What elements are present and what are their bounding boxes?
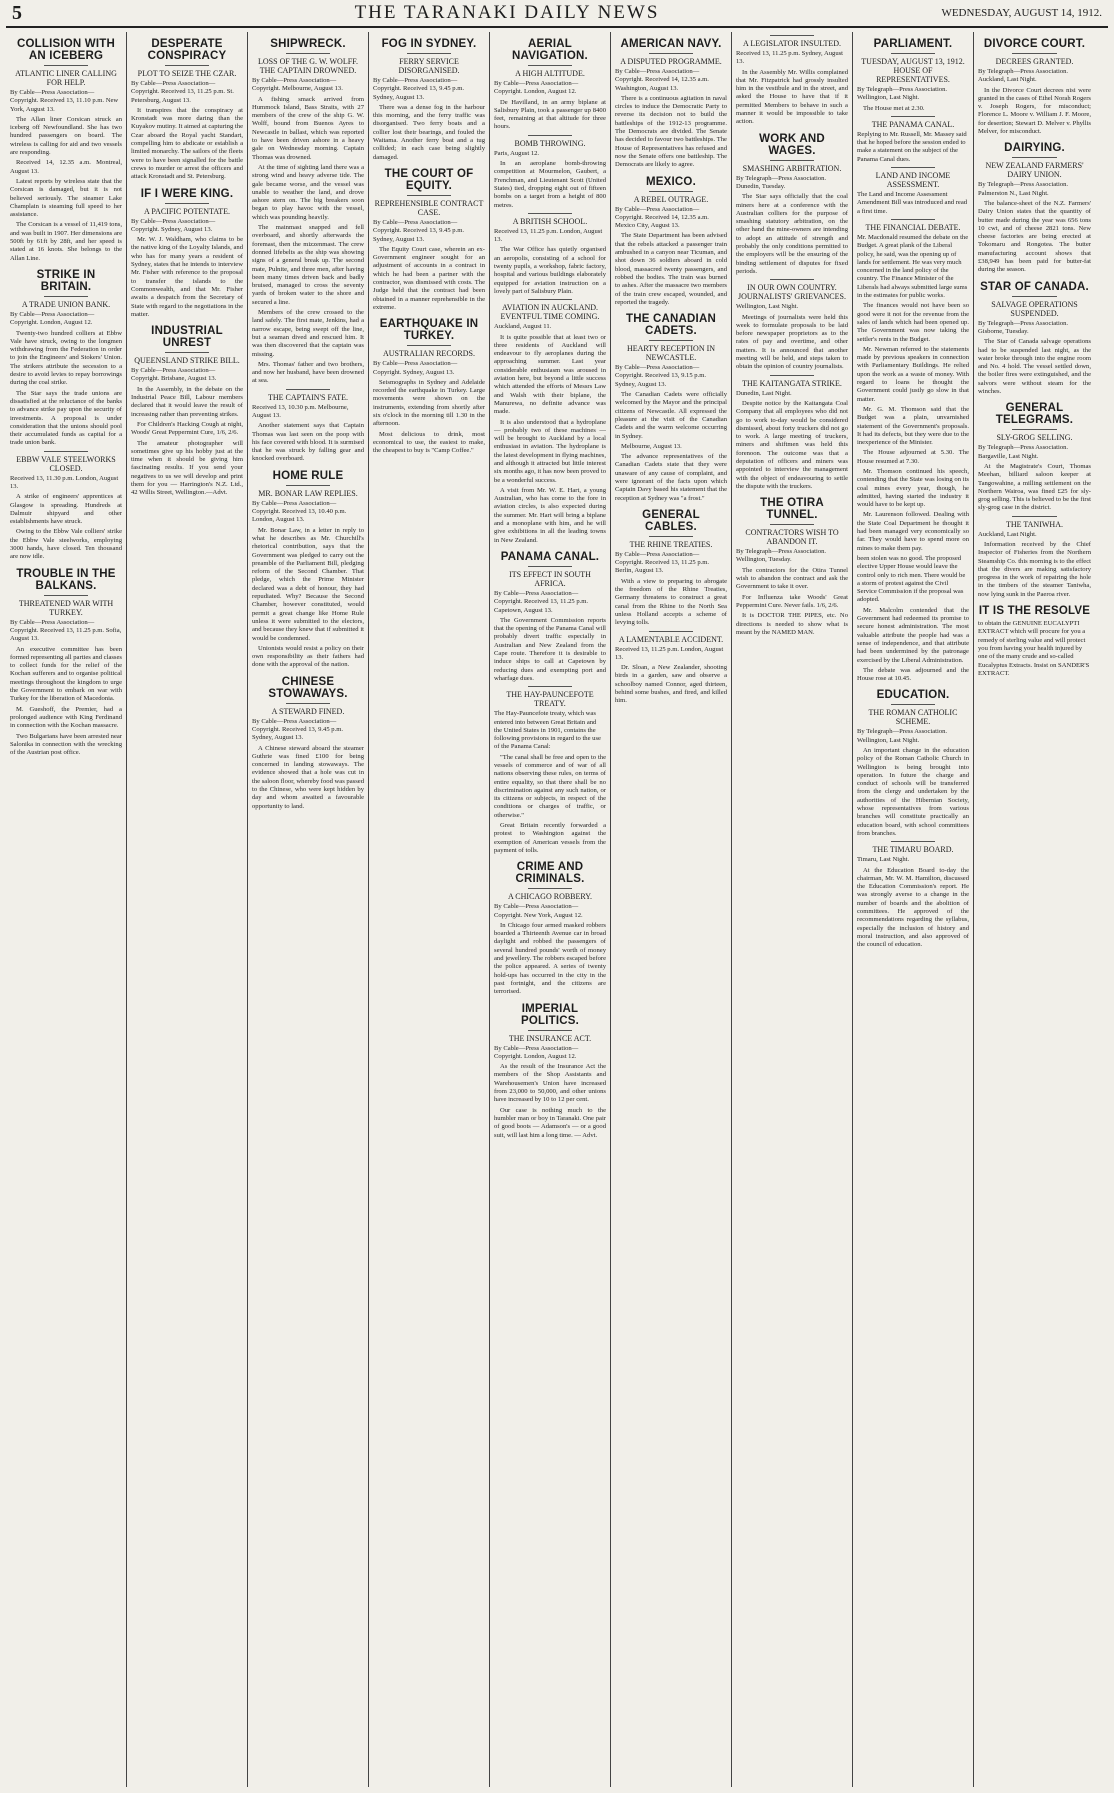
article bbox=[736, 497, 848, 637]
article-paragraph: The State Department has been advised that the rebels attacked a passenger train ambushed in a canyon near Ticuman, and shot down 36 soldiers aboard in cold blood, massacred twenty passengers, and robbed the bodies. The train was burned to ashes. After the massacre two members of the train crew escaped, wounded, and reported the tragedy. bbox=[615, 232, 727, 306]
article-headline: THE COURT OF EQUITY. bbox=[384, 167, 474, 192]
newspaper-column bbox=[490, 32, 611, 1787]
article-paragraph: With a view to preparing to abrogate the freedom of the Rhine Treaties, Germany threatens to construct a great canal from the Rhine to the North Sea unless Holland accepts a scheme of levying tolls. bbox=[615, 577, 727, 627]
article-paragraph: The contractors for the Otira Tunnel wish to abandon the contract and ask the Government to take it over. bbox=[736, 566, 848, 591]
article-paragraph: Mr. Laurenson followed. Dealing with the State Coal Department he thought it had been managed very economically so far. They would have to spend more on mines to make them pay. bbox=[857, 511, 969, 552]
article-subhead: THE TIMARU BOARD. bbox=[872, 845, 954, 855]
article-paragraph: For Influenza take Woods' Great Peppermint Cure. Never fails. 1/6, 2/6. bbox=[736, 593, 848, 609]
article-subhead: PLOT TO SEIZE THE CZAR. bbox=[137, 69, 237, 78]
article-paragraph: There is a continuous agitation in naval circles to induce the Democratic Party to reverse its decision not to build the battleships of the 1912-13 programme. The Democrats are divided. The Senate has decided to favour two battleships. The House of Representatives has refused and now the Senate offers one battleship. The Democrats are likely to agree. bbox=[615, 94, 727, 169]
article-subhead: AUSTRALIAN RECORDS. bbox=[382, 349, 475, 359]
article-paragraph: By Cable—Press Association—Copyright. London, August 12. bbox=[494, 80, 579, 96]
article-paragraph: The Corsican is a vessel of 11,419 tons, and was built in 1907. Her dimensions are 500ft by 61ft by 28ft, and her speed is stated at 16 knots. She belongs to the Allan Line. bbox=[10, 221, 122, 262]
divider bbox=[891, 167, 936, 168]
article-headline: CHINESE STOWAWAYS. bbox=[268, 675, 348, 700]
page-number: 5 bbox=[12, 1, 22, 24]
article bbox=[494, 1003, 606, 1140]
divider bbox=[528, 1030, 573, 1031]
article-headline: COLLISION WITH AN ICEBERG bbox=[17, 38, 115, 62]
article-paragraph: By Telegraph—Press Association. Dunedin, Tuesday. bbox=[736, 174, 827, 190]
article-paragraph: By Cable—Press Association—Copyright. Received 13, 10.40 p.m. London, August 13. bbox=[252, 499, 347, 524]
article bbox=[252, 389, 364, 464]
article bbox=[978, 142, 1091, 274]
article-headline: STRIKE IN BRITAIN. bbox=[36, 268, 96, 293]
newspaper-title: THE TARANAKI DAILY NEWS bbox=[354, 2, 660, 23]
article bbox=[373, 318, 485, 455]
article-paragraph: Received 13, 11.30 p.m. London, August 13. bbox=[10, 474, 119, 490]
article-paragraph: A visit from Mr. W. E. Hart, a young Australian, who has come to the fore in aviation circles, is also expected during the summer. Mr. Hart will bring a biplane and a monoplane with him, and he will give exhibitions in all the leading towns in New Zealand. bbox=[494, 486, 606, 544]
article-subhead: FERRY SERVICE DISORGANISED. bbox=[398, 57, 460, 75]
article bbox=[373, 38, 485, 162]
divider bbox=[1012, 53, 1057, 54]
article-subhead: THE ROMAN CATHOLIC SCHEME. bbox=[868, 708, 958, 727]
article-paragraph: Melbourne, August 13. bbox=[621, 442, 682, 450]
article-subhead: ITS EFFECT IN SOUTH AFRICA. bbox=[509, 569, 591, 588]
article-paragraph: Mr. G. M. Thomson said that the Budget was a plain, unvarnished statement of the Government's proposals. It had its defects, but they were due to the inexperience of the Minister. bbox=[857, 405, 969, 447]
article-paragraph: By Cable—Press Association—Copyright. Received 13, 9.45 p.m. Sydney, August 13. bbox=[373, 218, 465, 243]
newspaper-column bbox=[248, 32, 369, 1787]
article-headline: CRIME AND CRIMINALS. bbox=[515, 861, 585, 886]
article-paragraph: Mr. W. J. Waldham, who claims to be the native king of the Loyalty Islands, and who has for many years a resident of Sydney, states that he intends to interview Mr. Fisher with reference to the proposal to transfer the islands to the Commonwealth, and that Mr. Fisher awaits a despatch from the Secretary of State with regard to the negotiations in the matter. bbox=[131, 236, 243, 318]
article bbox=[131, 188, 243, 320]
article bbox=[494, 299, 606, 545]
article-headline: EARTHQUAKE IN TURKEY. bbox=[379, 318, 479, 343]
article-paragraph: Two Bulgarians have been arrested near Salonika in connection with the wrecking of the Austrian post office. bbox=[10, 732, 122, 757]
article-headline: DAIRYING. bbox=[1004, 142, 1065, 155]
article-paragraph: Owing to the Ebbw Vale colliers' strike the Ebbw Vale steelworks, employing 3000 hands, have closed. Ten thousand are now idle. bbox=[10, 528, 122, 561]
article-paragraph: It is also understood that a hydroplane — probably two of these machines — will be brought to Auckland by a local enthusiast in aviation. The hydroplane is the latest development in flying machines, and although it attracted but little interest six months ago, it has now been proved to be a wonderful success. bbox=[494, 418, 606, 484]
article bbox=[978, 605, 1091, 678]
article-paragraph: Received 13, 11.25 p.m. London, August 13. bbox=[615, 645, 724, 661]
newspaper-column bbox=[611, 32, 732, 1787]
article-paragraph: M. Gueshoff, the Premier, had a prolonged audience with King Ferdinand in connection with the Kochan massacre. bbox=[10, 705, 122, 730]
article-headline: TROUBLE IN THE BALKANS. bbox=[16, 567, 116, 592]
divider bbox=[891, 116, 936, 117]
article bbox=[252, 676, 364, 811]
divider bbox=[649, 53, 694, 54]
divider bbox=[1012, 157, 1057, 158]
article-paragraph: A Chinese steward aboard the steamer Guthrie was fined £100 for being concerned in landing stowaways. The evidence showed that a hole was cut in the saloon floor, whereby food was passed to the Chinese, who were kept hidden by day and whom awaited a favourable opportunity to land. bbox=[252, 744, 364, 810]
article-headline: STAR OF CANADA. bbox=[980, 280, 1089, 293]
article-paragraph: The Equity Court case, wherein an ex-Government engineer sought for an adjustment of accounts in a contract in which he had been a partner with the contractor, was dismissed with costs. The Judge held that the contract had been obtained in a manner reprehensible in the extreme. bbox=[373, 245, 485, 311]
article-paragraph: The House adjourned at 5.30. The House resumed at 7.30. bbox=[857, 449, 969, 465]
article-subhead: A STEWARD FINED. bbox=[271, 706, 345, 716]
article bbox=[857, 219, 969, 553]
divider bbox=[286, 703, 331, 704]
article-paragraph: By Cable—Press Association—Copyright. Received 13, 11.25 p.m. Berlin, August 13. bbox=[615, 550, 710, 575]
article-paragraph: By Telegraph—Press Association. Wellington, Last Night. bbox=[857, 86, 948, 102]
article-paragraph: The Star of Canada salvage operations had to be suspended last night, as the water broke through into the engine room and No. 4 hold. The vessel settled down, the boiler fires were extinguished, and the salvors were without steam for the winches. bbox=[978, 338, 1091, 396]
article-headline: GENERAL TELEGRAMS. bbox=[995, 402, 1074, 427]
article-headline: IMPERIAL POLITICS. bbox=[520, 1002, 580, 1027]
article-subhead: A LEGISLATOR INSULTED. bbox=[742, 39, 841, 48]
article-paragraph: Unionists would resist a policy on their own responsibility as their fathers had done with the approval of the nation. bbox=[252, 644, 364, 669]
article-paragraph: In the Divorce Court decrees nisi were granted in the cases of Ethel Norah Rogers v. Joseph Rogers, for misconduct; Florence L. Moore v. William J. F. Moore, for desertion; Stewart D. Melver v. Phyllis Melver, for misconduct. bbox=[978, 86, 1091, 136]
article-paragraph: Mrs. Thomas' father and two brothers, and now her husband, have been drowned at sea. bbox=[252, 360, 364, 385]
article-subhead: THE KAITANGATA STRIKE. bbox=[742, 378, 842, 388]
divider bbox=[891, 841, 936, 842]
article-subhead: THE PANAMA CANAL. bbox=[871, 119, 955, 129]
article-subhead: A REBEL OUTRAGE. bbox=[633, 194, 709, 204]
article-subhead: A BRITISH SCHOOL. bbox=[512, 216, 588, 226]
article-paragraph: For Children's Hacking Cough at night, Woods' Great Peppermint Cure, 1/6, 2/6. bbox=[131, 420, 243, 437]
article-headline: HOME RULE bbox=[272, 469, 344, 482]
divider bbox=[770, 160, 815, 161]
article-paragraph: Wellington, Last Night. bbox=[736, 303, 799, 311]
divider bbox=[407, 345, 452, 346]
article-paragraph: to obtain the GENUINE EUCALYPTI EXTRACT which will procure for you a remedy of sterling value and will protect you from having your health injured by one of the many crude and so-called Eucalyptus Extracts. Insist on SANDER'S EXTRACT. bbox=[978, 620, 1090, 677]
divider bbox=[891, 53, 936, 54]
article-subhead: BOMB THROWING. bbox=[514, 138, 586, 148]
article-paragraph: Received 13, 11.25 p.m. London, August 13. bbox=[494, 227, 603, 244]
article-subhead: A LAMENTABLE ACCIDENT. bbox=[618, 634, 724, 644]
newspaper-column bbox=[127, 32, 248, 1787]
article-paragraph: The House met at 2.30. bbox=[863, 104, 925, 112]
divider bbox=[1012, 516, 1057, 517]
article-paragraph: Seismographs in Sydney and Adelaide recorded the earthquake in Turkey. Large movements were shown on the instruments, extending from shortly after six o'clock in the morning till 1.30 in the afternoon. bbox=[373, 378, 485, 428]
divider bbox=[649, 340, 694, 341]
article bbox=[978, 516, 1091, 599]
article-paragraph: At the time of sighting land there was a strong wind and heavy adverse tide. The gale became worse, and the vessel was unable to weather the land, and drove ashore stern on. The big breakers soon began to play havoc with the vessel, which was pounding heavily. bbox=[252, 163, 364, 221]
article-paragraph: The finances would not have been so good were it not for the revenue from the sales of lands which had been opened up. The Government was now taking the settler's rents in the Budget. bbox=[857, 302, 969, 343]
divider bbox=[528, 135, 573, 136]
article-headline: IT IS THE RESOLVE bbox=[978, 605, 1091, 618]
article bbox=[736, 375, 848, 492]
article-paragraph: Dr. Sloan, a New Zealander, shooting birds in a garden, saw and observe a schoolboy named Connor, aged thirteen, behind some bushes, and fired, and killed him. bbox=[615, 664, 727, 705]
article-headline: DIVORCE COURT. bbox=[983, 38, 1086, 50]
divider bbox=[1012, 429, 1057, 430]
article-paragraph: Another statement says that Captain Thomas was last seen on the poop with his face covered with blood. It is surmised that he was struck by falling gear and knocked overboard. bbox=[252, 422, 364, 463]
article-paragraph: By Cable—Press Association—Copyright. Received 14, 12.35 a.m. Washington, August 13. bbox=[615, 68, 709, 92]
article-paragraph: By Cable—Press Association—Copyright. Sydney, August 13. bbox=[373, 360, 458, 376]
article bbox=[857, 555, 969, 683]
article-paragraph: Most delicious to drink, most economical to use, the easiest to make, the cheapest to buy is "Camp Coffee." bbox=[373, 430, 485, 455]
article-paragraph: been stolen was no good. The proposed elective Upper House would leave the control only to rich men. There would be a storm of protest against the Civil Service Commission if the proposal was adopted. bbox=[857, 554, 966, 604]
newspaper-column bbox=[369, 32, 490, 1787]
article-headline: SHIPWRECK. bbox=[270, 38, 346, 50]
article-paragraph: By Cable—Press Association—Copyright. Received 13, 9.45 p.m. Sydney, August 13. bbox=[252, 717, 344, 742]
article-subhead: A PACIFIC POTENTATE. bbox=[144, 206, 230, 216]
divider bbox=[649, 631, 694, 632]
article-subhead: THE FINANCIAL DEBATE. bbox=[865, 222, 961, 232]
article-subhead: AVIATION IN AUCKLAND. EVENTFUL TIME COMING. bbox=[500, 303, 600, 322]
article-paragraph: By Telegraph—Press Association. Auckland, Last Night. bbox=[978, 68, 1069, 84]
column-container bbox=[6, 32, 1108, 1787]
article-paragraph: The Star says the trade unions are dissatisfied at the reluctance of the banks to advance strike pay upon the security of investments. A proposal is under consideration that the unions should pool their accumulated funds as capital for a trade union bank. bbox=[10, 389, 122, 447]
article-paragraph: In an aeroplane bomb-throwing competition at Mourmelon, Gaubert, a Frenchman, and Lieutenant Scott (United States) tied, dropping eight out of fifteen bombs on a target from a height of 800 metres. bbox=[494, 160, 606, 209]
article-subhead: A HIGH ALTITUDE. bbox=[515, 69, 585, 78]
divider bbox=[528, 686, 573, 687]
article-subhead: THE CAPTAIN'S FATE. bbox=[268, 392, 348, 402]
article-paragraph: A strike of engineers' apprentices at Glasgow is spreading. Hundreds at Dalmuir shipyard and other establishments have struck. bbox=[10, 493, 122, 526]
article bbox=[10, 38, 122, 263]
article bbox=[736, 279, 848, 371]
article-paragraph: Our case is nothing much to the humbler man or boy in Taranaki. One pair of good boots — Adamson's — or a good suit, will last him a long time. — Advt. bbox=[494, 1106, 606, 1139]
article-paragraph: An important change in the education policy of the Roman Catholic Church in Wellington is being brought into operation. In future the charge and conduct of schools will be transferred from the clergy and undertaken by the authorities of the Hibernian Society, whose representatives from various branches will constitute practically an education board, with school committees from branches. bbox=[857, 747, 969, 837]
article bbox=[978, 38, 1091, 136]
article bbox=[131, 38, 243, 182]
divider bbox=[528, 213, 573, 214]
article-subhead: IN OUR OWN COUNTRY. JOURNALISTS' GRIEVANCES. bbox=[738, 283, 846, 302]
article-headline: THE CANADIAN CADETS. bbox=[626, 313, 716, 338]
article-headline: GENERAL CABLES. bbox=[642, 508, 700, 533]
article-paragraph: In the Assembly, in the debate on the Industrial Peace Bill, Labour members declared that it would leave the result of increasing rather than preventing strikes. bbox=[131, 385, 243, 418]
article bbox=[494, 861, 606, 996]
divider bbox=[528, 65, 573, 66]
article bbox=[736, 35, 848, 127]
newspaper-column bbox=[6, 32, 127, 1787]
article-headline: AMERICAN NAVY. bbox=[620, 38, 722, 50]
article-subhead: TUESDAY, AUGUST 13, 1912. HOUSE OF REPRESENTATIVES. bbox=[861, 57, 965, 84]
divider bbox=[286, 53, 331, 54]
article-paragraph: Information received by the Chief Inspector of Fisheries from the Northern Steamship Co. this morning is to the effect that the divers are making satisfactory progress in the work of repairing the hole in the timbers of the steamer Taniwha, now lying sunk in the Paeroa river. bbox=[978, 540, 1091, 598]
divider bbox=[44, 296, 89, 297]
article-paragraph: Mr. Malcolm contended that the Government had redeemed its promise to secure honest administration. The most valuable attribute the people had was a sense of independence, and that attribute had been undermined by the patronage exercised by the Liberal Administration. bbox=[857, 606, 969, 664]
article-subhead: A DISPUTED PROGRAMME. bbox=[620, 57, 722, 66]
article-paragraph: By Telegraph—Press Association. Bargaville, Last Night. bbox=[978, 444, 1069, 460]
article-headline: DESPERATE CONSPIRACY bbox=[147, 38, 227, 62]
divider bbox=[528, 299, 573, 300]
newspaper-column bbox=[853, 32, 974, 1787]
article-subhead: DECREES GRANTED. bbox=[995, 57, 1074, 66]
divider bbox=[44, 595, 89, 596]
article bbox=[10, 269, 122, 448]
divider bbox=[1012, 296, 1057, 297]
article-subhead: SLY-GROG SELLING. bbox=[996, 433, 1073, 443]
article-subhead: SMASHING ARBITRATION. bbox=[742, 163, 842, 173]
article-paragraph: The balance-sheet of the N.Z. Farmers' Dairy Union states that the quantity of butter made during the year was 656 tons 10 cwt, and of cheese 2821 tons. New cheese factories are being erected at Tokomaru and Rongotea. The butter manufacturing account shows that £38,949 has been paid for butter-fat during the season. bbox=[978, 199, 1091, 274]
article-paragraph: An executive committee has been formed representing all parties and classes to collect funds for the relief of the Kochan sufferers and to organise political meetings throughout the kingdom to urge the Government to embark on war with Turkey for the liberation of Macedonia. bbox=[10, 645, 122, 703]
article bbox=[494, 686, 606, 855]
article bbox=[615, 509, 727, 628]
article-paragraph: "The canal shall be free and open to the vessels of commerce and of war of all nations observing these rules, on terms of entire equality, so that there shall be no discrimination against any such nation, or its citizens or subjects, in respect of the conditions or charges of traffic, or otherwise." bbox=[494, 753, 606, 819]
article-headline: EDUCATION. bbox=[876, 689, 950, 702]
article-paragraph: The Government Commission reports that the opening of the Panama Canal will probably divert traffic especially in Australian and New Zealand from the Cape route. Therefore it is desirable to induce ships to call at Capetown by reducing dues and exempting port and wharfage dues. bbox=[494, 616, 606, 682]
article-paragraph: By Cable—Press Association—Copyright. Received 13, 9.45 p.m. Sydney, August 13. bbox=[373, 77, 465, 101]
article-paragraph: By Telegraph—Press Association. Wellington, Tuesday. bbox=[736, 548, 827, 564]
article bbox=[978, 402, 1091, 512]
newspaper-column bbox=[732, 32, 853, 1787]
article-subhead: SALVAGE OPERATIONS SUSPENDED. bbox=[991, 299, 1078, 318]
article bbox=[494, 551, 606, 683]
article-paragraph: It is quite possible that at least two or three residents of Auckland will endeavour to fly aeroplanes during the approaching summer. Last year considerable enthusiasm was aroused in aviation here, but beyond a little success which attended the efforts of Messrs Law and Walsh with their biplane, the Manurewa, no definite advance was made. bbox=[494, 333, 606, 416]
article bbox=[857, 841, 969, 949]
article-paragraph: Timaru, Last Night. bbox=[857, 856, 910, 864]
article-paragraph: Meetings of journalists were held this week to formulate proposals to be laid before newspaper proprietors as to the rates of pay and overtime, and other matters. It is announced that another meeting will be held, and steps taken to obtain the opinion of country journalists. bbox=[736, 313, 848, 371]
article-paragraph: Latest reports by wireless state that the Corsican is damaged, but it is not believed seriously. The steamer Lake Champlain is steaming full speed to her assistance. bbox=[10, 177, 122, 219]
article-paragraph: By Cable—Press Association—Copyright. Received 13, 9.15 p.m. Sydney, August 13. bbox=[615, 364, 707, 388]
article-paragraph: By Cable—Press Association—Copyright. Received 13, 11.10 p.m. New York, August 13. bbox=[10, 89, 119, 113]
article-headline: FOG IN SYDNEY. bbox=[381, 38, 477, 50]
divider bbox=[44, 451, 89, 452]
article-headline: WORK AND WAGES. bbox=[759, 132, 825, 157]
article-subhead: REPREHENSIBLE CONTRACT CASE. bbox=[374, 198, 484, 217]
article bbox=[373, 168, 485, 312]
article-paragraph: By Cable—Press Association—Copyright. Melbourne, August 13. bbox=[252, 77, 343, 93]
divider bbox=[165, 203, 210, 204]
divider bbox=[891, 704, 936, 705]
article-subhead: MR. BONAR LAW REPLIES. bbox=[258, 488, 358, 498]
article-subhead: A TRADE UNION BANK. bbox=[21, 299, 111, 309]
article-paragraph: The Canadian Cadets were officially welcomed by the Mayor and the principal citizens of Newcastle. All expressed the pleasure at the visit of the Canadian Cadets and the warm welcome occurring in Sydney. bbox=[615, 391, 727, 440]
article-paragraph: By Cable—Press Association—Copyright. London, August 12. bbox=[494, 1044, 579, 1060]
article-paragraph: By Cable—Press Association—Copyright. London, August 12. bbox=[10, 310, 95, 327]
article bbox=[10, 451, 122, 562]
article-paragraph: At the Magistrate's Court, Thomas Meehan, billiard saloon keeper at Tangowahine, a milling settlement on the Northern Wairoa, was fined £25 for sly-grog selling. This is believed to be the first sly-grog case in the district. bbox=[978, 462, 1091, 512]
article-headline: INDUSTRIAL UNREST bbox=[151, 325, 223, 350]
article-headline: PANAMA CANAL. bbox=[500, 550, 600, 563]
article-paragraph: Replying to Mr. Russell, Mr. Massey said that he hoped before the session ended to make a statement on the subject of the Panama Canal dues. bbox=[857, 130, 967, 163]
article-headline: MEXICO. bbox=[646, 175, 696, 188]
article-subhead: THE RHINE TREATIES. bbox=[629, 539, 713, 549]
article-paragraph: Paris, August 12. bbox=[494, 149, 540, 157]
article bbox=[131, 325, 243, 497]
divider bbox=[649, 536, 694, 537]
article bbox=[857, 116, 969, 164]
article-subhead: EBBW VALE STEELWORKS CLOSED. bbox=[16, 454, 116, 473]
article-subhead: HEARTY RECEPTION IN NEWCASTLE. bbox=[626, 344, 716, 363]
article-paragraph: By Cable—Press Association—Copyright. Received 13, 11.25 p.m. St. Petersburg, August 13. bbox=[131, 80, 234, 104]
article-paragraph: In Chicago four armed masked robbers boarded a Thirteenth Avenue car in broad daylight and robbed the passengers of several hundred pounds' worth of money and jewellery. The robbers escaped before the police appeared. A series of twenty hold-ups has occurred in the city in the past fortnight, and the citizens are terrorised. bbox=[494, 921, 606, 996]
article-paragraph: Mr. Bonar Law, in a letter in reply to what he describes as Mr. Churchill's rhetorical contribution, says that the Government was pledged to carry out the preamble of the Parliament Bill, pledging reform of the Second Chamber. That pledge, which the Prime Minister declared was a debt of honour, they had repudiated. Why? Because the Second Chamber, however constituted, would permit a great change like Home Rule unless it were submitted to the electors, and because they knew that if submitted it would be condemned. bbox=[252, 526, 364, 642]
divider bbox=[770, 35, 815, 36]
article-paragraph: By Cable—Press Association—Copyright. Received 14, 12.35 a.m. Mexico City, August 13. bbox=[615, 205, 709, 230]
article-paragraph: Members of the crew crossed to the land safely. The first mate, Jenkins, had a narrow escape, being swept off the line, but a seaman dived and rescued him. It was then discovered that the captain was missing. bbox=[252, 309, 364, 358]
article-paragraph: The Allan liner Corsican struck an iceberg off Newfoundland. She has two hundred passengers on board. The wireless is calling for aid and two vessels are responding. bbox=[10, 115, 122, 157]
article-paragraph: Twenty-two hundred colliers at Ebbw Vale have struck, owing to the longmen withdrawing from the Federation in order to join the Engineers' and Stokers' Union. The strikers attribute the secession to a desire to avoid levies to repay borrowings during the coal strike. bbox=[10, 329, 122, 387]
article-paragraph: It is DOCTOR THE PIPES, etc. No directions is needed to show what is meant by the NAMED MAN. bbox=[736, 612, 848, 636]
article-paragraph: The Land and Income Assessment Amendment Bill was introduced and read a first time. bbox=[857, 191, 968, 215]
divider bbox=[44, 65, 89, 66]
article-paragraph: Auckland, Last Night. bbox=[978, 530, 1037, 538]
divider bbox=[891, 219, 936, 220]
article-paragraph: Great Britain recently forwarded a protest to Washington against the exemption of American vessels from the payment of tolls. bbox=[494, 822, 606, 854]
article-headline: THE OTIRA TUNNEL. bbox=[760, 497, 824, 522]
article-subhead: THE INSURANCE ACT. bbox=[508, 1033, 592, 1043]
article-paragraph: De Havilland, in an army biplane at Salisbury Plain, took a passenger up 8400 feet, remaining at that altitude for three hours. bbox=[494, 98, 606, 131]
article bbox=[494, 213, 606, 296]
article-paragraph: Received 13, 11.25 p.m. Sydney, August 13. bbox=[736, 50, 844, 66]
article-subhead: QUEENSLAND STRIKE BILL. bbox=[134, 356, 240, 366]
divider bbox=[286, 485, 331, 486]
article-headline: IF I WERE KING. bbox=[140, 187, 234, 200]
article-paragraph: The War Office has quietly organised an aeropolis, consisting of a school for twenty pupils, a workshop, fabric factory, hospital and various buildings elaborately equipped for aviation instruction on a lovely part of Salisbury Plain. bbox=[494, 246, 606, 295]
divider bbox=[528, 566, 573, 567]
article bbox=[736, 133, 848, 277]
article-paragraph: By Cable—Press Association—Copyright. New York, August 12. bbox=[494, 903, 583, 919]
article bbox=[252, 470, 364, 670]
article-paragraph: As the result of the Insurance Act the members of the Shop Assistants and Warehousemen's Union have increased from 23,000 to 50,000, and other unions have increased by 10 to 12 per cent. bbox=[494, 1063, 606, 1104]
article-paragraph: Received 13, 10.30 p.m. Melbourne, August 13. bbox=[252, 403, 349, 419]
article-paragraph: At the Education Board to-day the chairman, Mr. W. M. Hamilton, discussed the Education Commission's report. He was strongly averse to a change in the number of boards and the abolition of committees. He approved of the recommendations regarding the syllabus, especially the inclusion of history and moral instruction, and also approved of the council of education. bbox=[857, 866, 969, 949]
article-paragraph: By Telegraph—Press Association. Palmerston N., Last Night. bbox=[978, 181, 1069, 197]
article-paragraph: Auckland, August 11. bbox=[494, 323, 552, 331]
article-subhead: ATLANTIC LINER CALLING FOR HELP. bbox=[15, 69, 117, 87]
article-paragraph: The Star says officially that the coal miners here at a conference with the Australian colliers for the purpose of smashing statutory arbitration, on the other hand the mine-owners are intending to adopt an attitude of strength and probably the only conditions permitted to the employers will be the ensuring of the binding settlement of disputes for fixed periods. bbox=[736, 193, 848, 275]
article bbox=[615, 313, 727, 503]
article-subhead: THE TANIWHA. bbox=[1006, 519, 1063, 529]
article-paragraph: There was a dense fog in the harbour this morning, and the ferry traffic was disorganised. Two ferry boats and a collier lost their bearings, and fouled the Waitama. Another ferry boat and a tug collided; in each case being slightly damaged. bbox=[373, 103, 485, 161]
article bbox=[494, 38, 606, 132]
divider bbox=[165, 65, 210, 66]
article bbox=[857, 167, 969, 216]
divider bbox=[770, 279, 815, 280]
article bbox=[615, 176, 727, 308]
article-subhead: A CHICAGO ROBBERY. bbox=[507, 892, 593, 902]
article-paragraph: It transpires that the conspiracy at Kronstadt was more daring than the Kuyakov mutiny. It aimed at capturing the Czar aboard the Royal yacht Standart, compelling him to abdicate or establish a limited monarchy. The sailors of the fleets were to have been signalled for the battle crews to murder or arrest the officers and attack Kronstadt and St. Petersburg. bbox=[131, 106, 243, 181]
article bbox=[857, 38, 969, 113]
divider bbox=[770, 375, 815, 376]
article-paragraph: By Cable—Press Association—Copyright. Received 13, 11.25 p.m. Sofia, August 13. bbox=[10, 618, 122, 643]
article-paragraph: In the Assembly Mr. Willis complained that Mr. Fitzpatrick had grossly insulted him in the vestibule and in the street, and asked the House to have that if it permitted Members to behave in such a manner it would be impossible to take action. bbox=[736, 68, 848, 126]
divider bbox=[770, 524, 815, 525]
article-paragraph: Despite notice by the Kaitangata Coal Company that all employees who did not go to work to-day would be considered dismissed, about forty truckers did not go to work. A large meeting of truckers, miners and shiftmen was held this forenoon. The outcome was that a deputation of officers and miners was appointed to interview the management with the object of endeavouring to settle the dispute with the truckers. bbox=[736, 399, 848, 490]
divider bbox=[407, 53, 452, 54]
newspaper-column bbox=[974, 32, 1095, 1787]
article-paragraph: By Cable—Press Association—Copyright. Received 13, 11.25 p.m. Capetown, August 13. bbox=[494, 589, 589, 614]
divider bbox=[286, 389, 331, 390]
article bbox=[615, 38, 727, 170]
article-paragraph: A fishing smack arrived from Hummock Island, Bass Straits, with 27 members of the crew of the ship G. W. Wolff, bound from Buenos Ayres to Newcastle in ballast, which was reported to have been driven ashore in a heavy gale on Wednesday morning. Captain Thomas was drowned. bbox=[252, 95, 364, 161]
divider bbox=[407, 195, 452, 196]
article-subhead: LOSS OF THE G. W. WOLFF. THE CAPTAIN DROWNED. bbox=[258, 57, 358, 75]
article bbox=[252, 38, 364, 386]
masthead bbox=[6, 0, 1108, 28]
article-headline: PARLIAMENT. bbox=[873, 38, 953, 50]
divider bbox=[528, 888, 573, 889]
article bbox=[10, 568, 122, 758]
article-paragraph: The Hay-Pauncefote treaty, which was entered into between Great Britain and the United States in 1901, contains the following provisions in regard to the use of the Panama Canal: bbox=[494, 710, 601, 751]
article bbox=[857, 689, 969, 838]
article-subhead: CONTRACTORS WISH TO ABANDON IT. bbox=[745, 528, 839, 547]
article bbox=[615, 631, 727, 706]
article-subhead: THREATENED WAR WITH TURKEY. bbox=[18, 598, 114, 617]
article-paragraph: Dunedin, Last Night. bbox=[736, 389, 792, 397]
article-paragraph: The mainmast snapped and fell overboard, and shortly afterwards the foremast, then the mizzenmast. The crew donned lifebelts as the ship was showing signs of a general break up. The second mate, Pulnite, and three men, after having been many times driven back and badly bruised, managed to cross the seventy yards of broken water to the shore and secured a line. bbox=[252, 224, 364, 306]
issue-date: WEDNESDAY, AUGUST 14, 1912. bbox=[941, 7, 1102, 19]
article-paragraph: The amateur photographer will sometimes give up his hobby just at the time when it should be giving him fascinating results. If you send your negatives to us we will develop and print them for you — Harrington's N.Z. Ltd., 42 Willis Street, Wellington.—Advt. bbox=[131, 439, 243, 497]
article-subhead: LAND AND INCOME ASSESSMENT. bbox=[875, 171, 951, 190]
article-subhead: THE HAY-PAUNCEFOTE TREATY. bbox=[506, 690, 594, 709]
article-paragraph: By Telegraph—Press Association. Wellington, Last Night. bbox=[857, 728, 948, 744]
article-subhead: NEW ZEALAND FARMERS' DAIRY UNION. bbox=[985, 161, 1084, 180]
article-paragraph: The advance representatives of the Canadian Cadets state that they were unaware of any cause of complaint, and were ignorant of the facts upon which Captain Davy based his statement that the reception at Sydney was "a frost." bbox=[615, 453, 727, 502]
article-paragraph: Mr. Macdonald resumed the debate on the Budget. A great plank of the Liberal policy, he said, was the opening up of lands for settlement. He was very much concerned in the land policy of the country. The Finance Minister of the Liberals had always submitted large sums in the estimates for public works. bbox=[857, 233, 969, 300]
article-paragraph: Mr. Thomson continued his speech, contending that the State was losing on its coal mines every year, though, he admitted, having started the industry it would have to be kept up. bbox=[857, 467, 969, 509]
article-headline: AERIAL NAVIGATION. bbox=[512, 38, 588, 62]
article-paragraph: The debate was adjourned and the House rose at 10.45. bbox=[857, 666, 969, 683]
divider bbox=[649, 191, 694, 192]
article-paragraph: By Cable—Press Association—Copyright. Sydney, August 13. bbox=[131, 217, 216, 233]
article bbox=[978, 281, 1091, 397]
article bbox=[494, 135, 606, 210]
divider bbox=[165, 352, 210, 353]
article-paragraph: By Cable—Press Association—Copyright. Brisbane, August 13. bbox=[131, 367, 217, 383]
article-paragraph: By Telegraph—Press Association. Gisborne, Tuesday. bbox=[978, 319, 1069, 335]
article-paragraph: Received 14, 12.35 a.m. Montreal, August 13. bbox=[10, 159, 122, 175]
article-paragraph: Mr. Newman referred to the statements made by previous speakers in connection with Parliamentary Buildings. He relied upon the work as a waste of money. With regard to loans he thought the Government could justly go slow in that matter. bbox=[857, 345, 969, 403]
